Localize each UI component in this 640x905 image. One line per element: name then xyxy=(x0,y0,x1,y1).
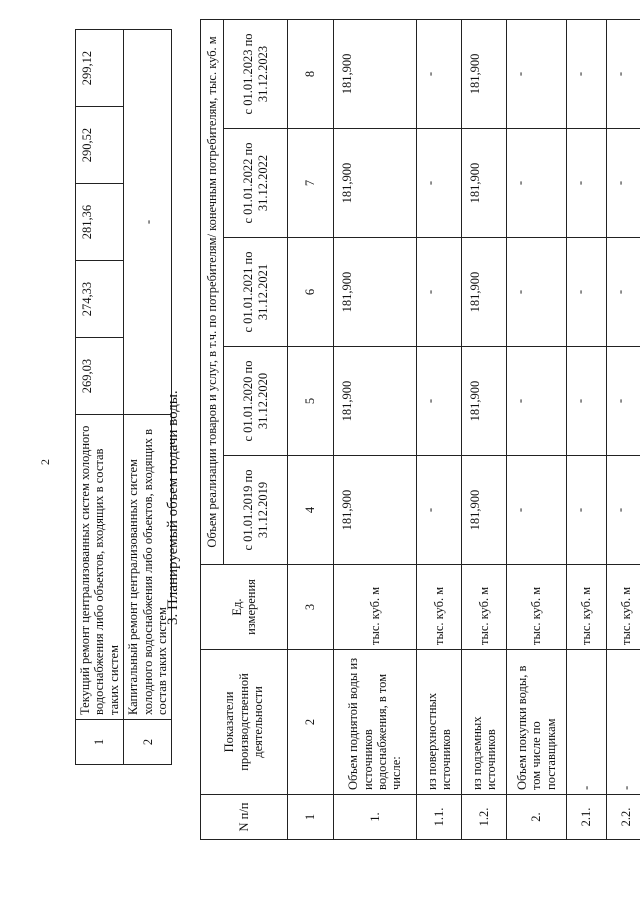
row-unit: тыс. куб. м xyxy=(567,565,607,650)
value-cell: 274,33 xyxy=(76,261,124,338)
value-cell: - xyxy=(607,456,640,565)
row-label: Капитальный ремонт централизованных систем холодного водоснабжения либо объектов, входящих в состав таких систем xyxy=(124,415,172,720)
row-unit: тыс. куб. м xyxy=(607,565,640,650)
value-cell: - xyxy=(567,129,607,238)
row-label: из подземных источников xyxy=(462,650,507,795)
header-period: с 01.01.2020 по 31.12.2020 xyxy=(224,347,288,456)
value-cell: 269,03 xyxy=(76,338,124,415)
value-cell: - xyxy=(417,347,462,456)
header-num: N п/п xyxy=(201,795,288,840)
table-row xyxy=(462,19,507,839)
value-cell: - xyxy=(567,456,607,565)
value-cell: 181,900 xyxy=(334,238,417,347)
column-number-row xyxy=(288,19,334,839)
value-cell: - xyxy=(607,19,640,128)
row-unit: тыс. куб. м xyxy=(462,565,507,650)
column-number: 6 xyxy=(288,238,334,347)
value-cell: - xyxy=(417,238,462,347)
row-label: Объем покупки воды, в том числе по поставщикам xyxy=(507,650,567,795)
value-cell: - xyxy=(567,347,607,456)
table-row xyxy=(567,19,607,839)
header-indicator: Показатели производственной деятельности xyxy=(201,650,288,795)
row-unit: тыс. куб. м xyxy=(334,565,417,650)
value-cell: - xyxy=(567,238,607,347)
row-label: из поверхностных источников xyxy=(417,650,462,795)
value-cell: - xyxy=(607,129,640,238)
value-cell: 181,900 xyxy=(462,129,507,238)
row-unit: тыс. куб. м xyxy=(417,565,462,650)
section-title: 3. Планируемый объем подачи воды. xyxy=(165,390,181,625)
column-number: 8 xyxy=(288,19,334,128)
row-number: 2.1. xyxy=(567,795,607,840)
header-period: с 01.01.2019 по 31.12.2019 xyxy=(224,456,288,565)
header-period: с 01.01.2022 по 31.12.2022 xyxy=(224,129,288,238)
value-cell: - xyxy=(507,238,567,347)
table-row xyxy=(507,19,567,839)
header-unit: Ед. измерения xyxy=(201,565,288,650)
column-number: 5 xyxy=(288,347,334,456)
column-number: 1 xyxy=(288,795,334,840)
value-cell: - xyxy=(417,19,462,128)
value-cell: 281,36 xyxy=(76,184,124,261)
value-cell: - xyxy=(507,347,567,456)
header-row xyxy=(201,19,224,839)
page-number: 2 xyxy=(38,459,52,465)
value-cell: 181,900 xyxy=(334,347,417,456)
row-label: - xyxy=(567,650,607,795)
value-cell: - xyxy=(417,456,462,565)
column-number: 4 xyxy=(288,456,334,565)
value-cell: 181,900 xyxy=(462,456,507,565)
merged-value-cell: - xyxy=(124,30,172,415)
costs-table xyxy=(75,29,172,765)
value-cell: 299,12 xyxy=(76,30,124,107)
header-period: с 01.01.2023 по 31.12.2023 xyxy=(224,19,288,128)
row-number: 2.2. xyxy=(607,795,640,840)
table-row xyxy=(417,19,462,839)
row-number: 2 xyxy=(124,720,172,765)
value-cell: 181,900 xyxy=(334,19,417,128)
header-group: Объем реализации товаров и услуг, в т.ч. по потребителям/ конечным потребителям, тыс. куб. м xyxy=(201,19,224,564)
value-cell: 181,900 xyxy=(334,456,417,565)
column-number: 2 xyxy=(288,650,334,795)
value-cell: 181,900 xyxy=(462,19,507,128)
row-number: 1 xyxy=(76,720,124,765)
row-number: 1. xyxy=(334,795,417,840)
value-cell: 181,900 xyxy=(334,129,417,238)
value-cell: 290,52 xyxy=(76,107,124,184)
header-period: с 01.01.2021 по 31.12.2021 xyxy=(224,238,288,347)
value-cell: - xyxy=(607,347,640,456)
value-cell: - xyxy=(567,19,607,128)
table-row xyxy=(334,19,417,839)
column-number: 7 xyxy=(288,129,334,238)
value-cell: 181,900 xyxy=(462,238,507,347)
row-unit: тыс. куб. м xyxy=(507,565,567,650)
row-label: Текущий ремонт централизованных систем холодного водоснабжения либо объектов, входящих в состав таких систем xyxy=(76,415,124,720)
row-label: Объем поднятой воды из источников водоснабжения, в том числе: xyxy=(334,650,417,795)
row-number: 2. xyxy=(507,795,567,840)
value-cell: - xyxy=(607,238,640,347)
value-cell: - xyxy=(507,19,567,128)
value-cell: - xyxy=(507,129,567,238)
table-row xyxy=(76,30,124,765)
value-cell: 181,900 xyxy=(462,347,507,456)
volume-table xyxy=(200,19,640,840)
row-label: - xyxy=(607,650,640,795)
value-cell: - xyxy=(507,456,567,565)
column-number: 3 xyxy=(288,565,334,650)
value-cell: - xyxy=(417,129,462,238)
row-number: 1.2. xyxy=(462,795,507,840)
table-row xyxy=(607,19,640,839)
row-number: 1.1. xyxy=(417,795,462,840)
